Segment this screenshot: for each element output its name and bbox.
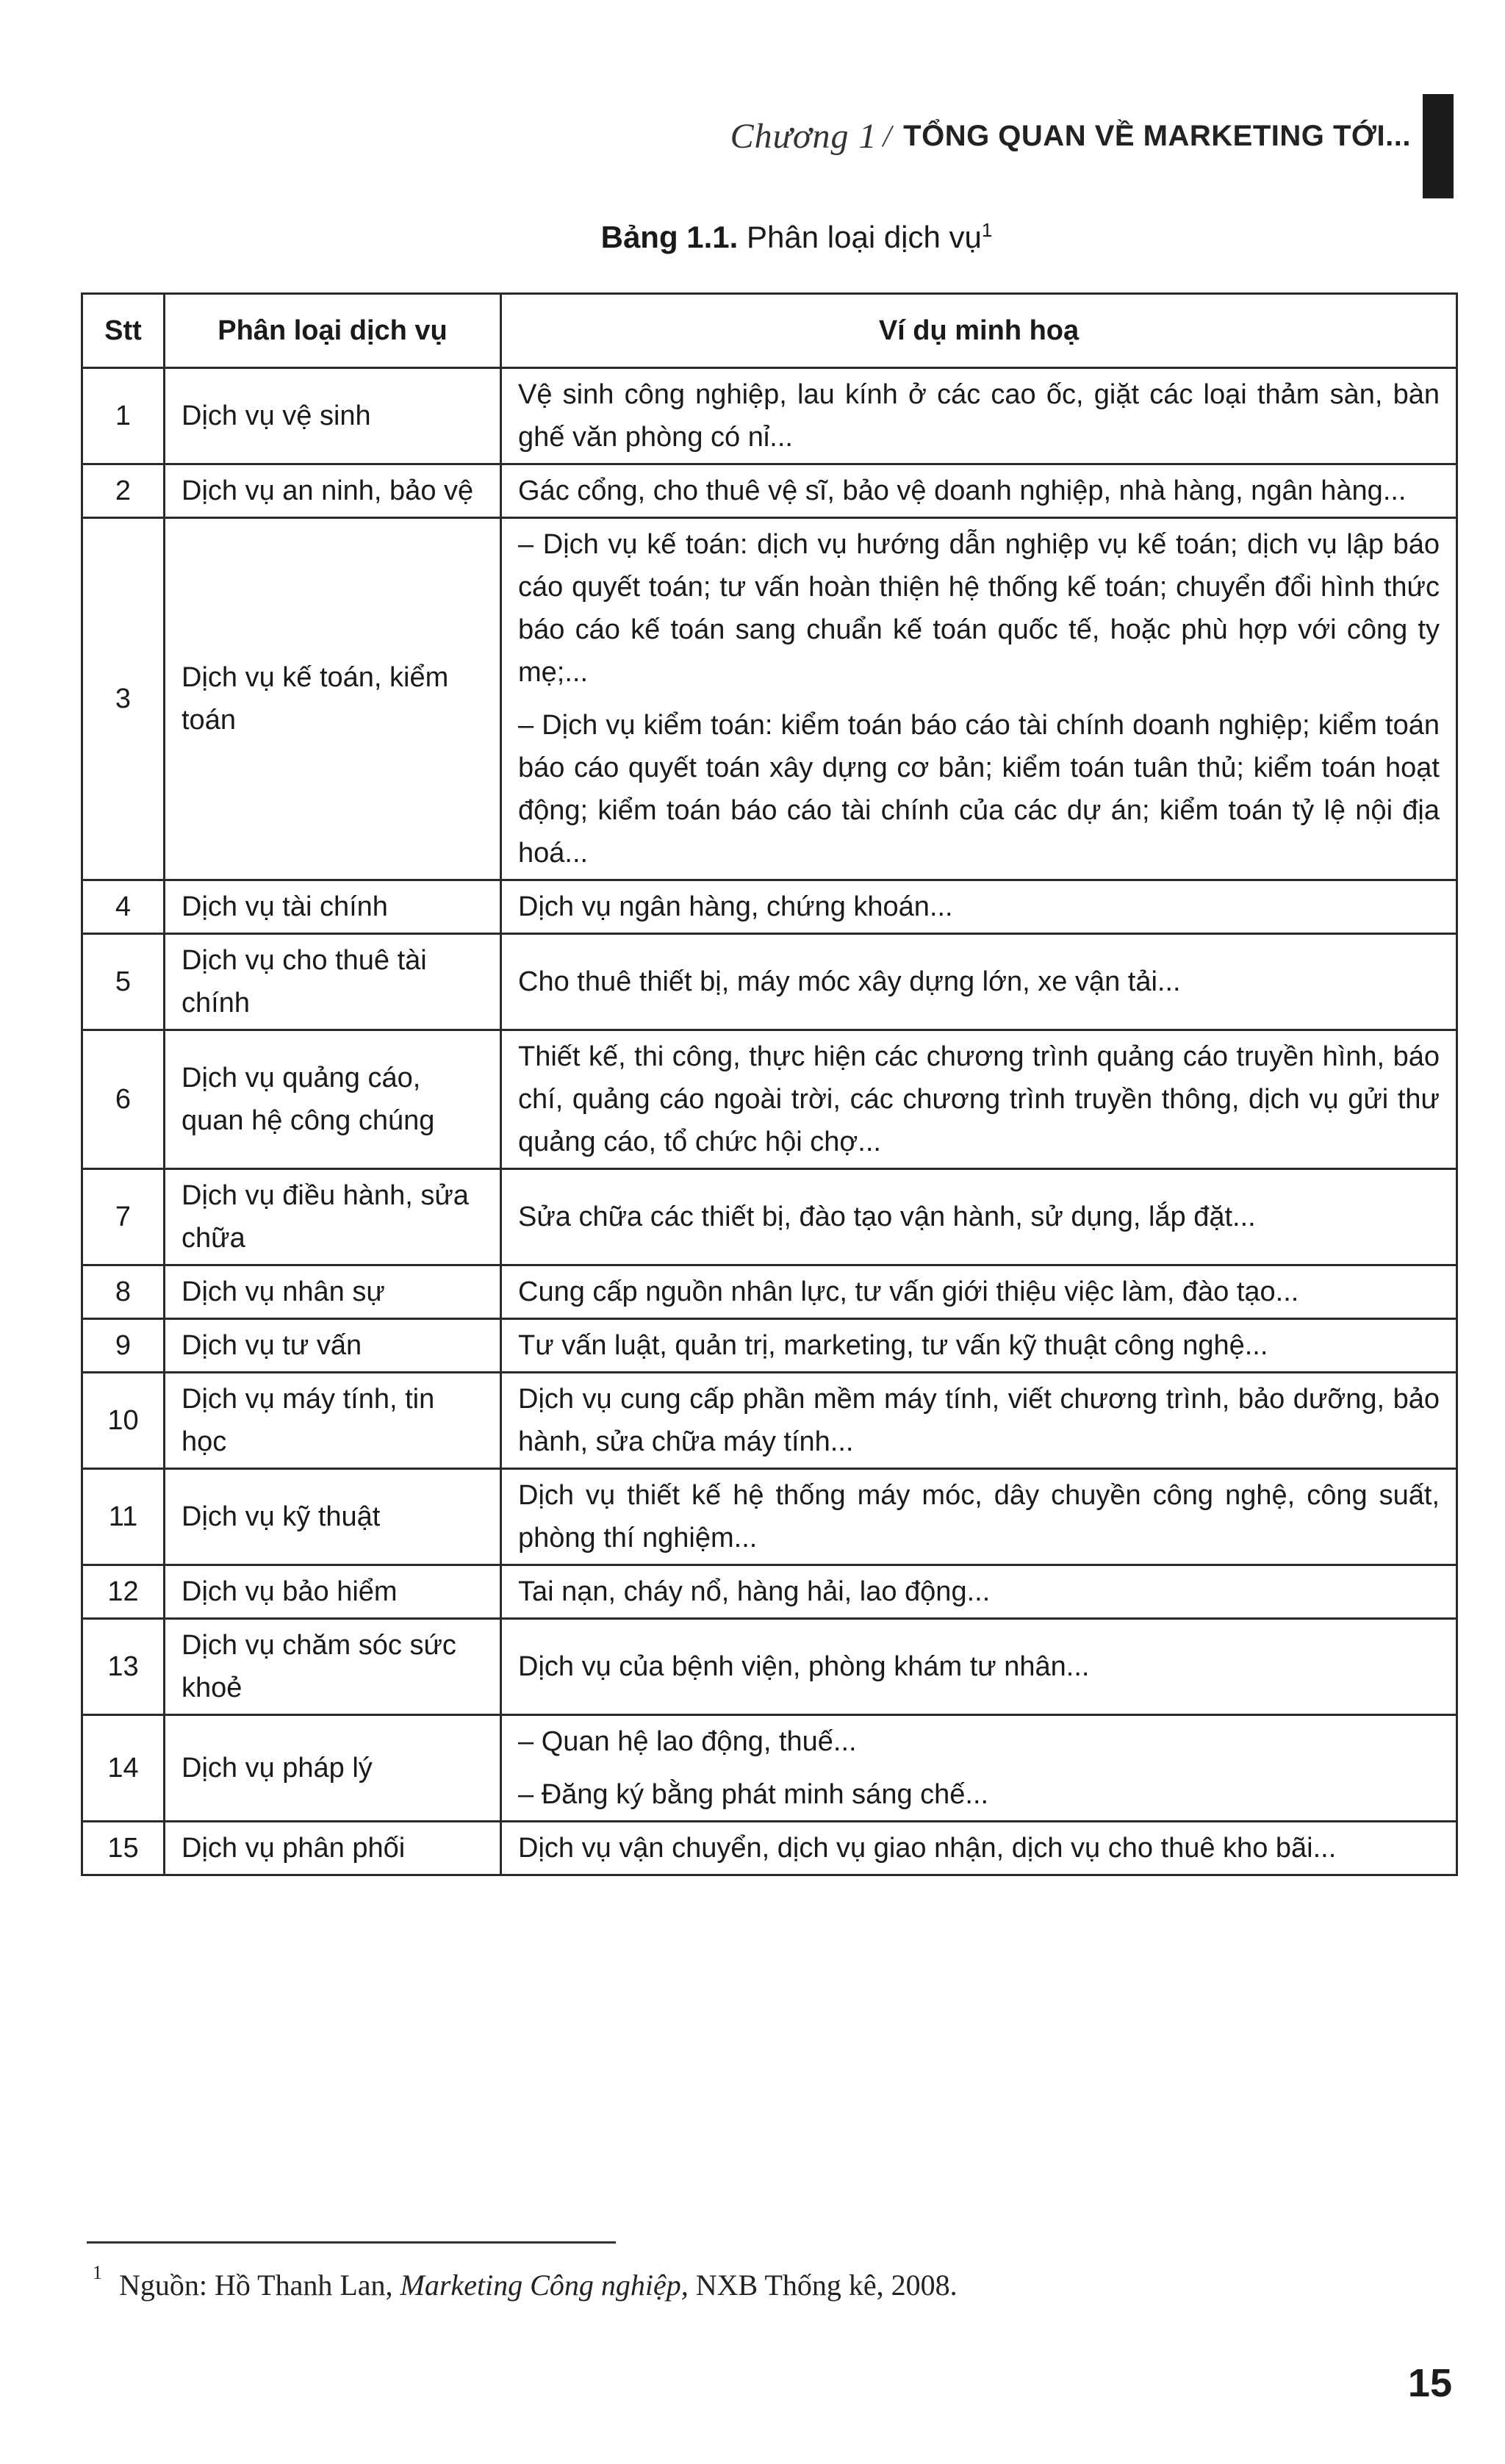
example-paragraph: Dịch vụ vận chuyển, dịch vụ giao nhận, dịch vụ cho thuê kho bãi... <box>518 1833 1337 1864</box>
footnote-suffix: NXB Thống kê, 2008. <box>695 2269 958 2302</box>
example-paragraph: – Dịch vụ kế toán: dịch vụ hướng dẫn nghiệp vụ kế toán; dịch vụ lập báo cáo quyết toán; tư vấn hoàn thiện hệ thống kế toán; chuyển đổi hình thức báo cáo kế toán sang chuẩn kế toán quốc tế, hoặc phù hợp với công ty mẹ;... <box>518 529 1440 688</box>
header-stt: Stt <box>82 294 165 368</box>
example-paragraph: Dịch vụ ngân hàng, chứng khoán... <box>518 891 953 922</box>
chapter-edge-tab <box>1423 94 1454 198</box>
service-classification-table <box>81 292 1458 1876</box>
row-examples <box>501 1265 1457 1319</box>
row-examples <box>501 1169 1457 1265</box>
row-examples <box>501 518 1457 880</box>
example-paragraph: Tai nạn, cháy nổ, hàng hải, lao động... <box>518 1576 991 1607</box>
row-category: Dịch vụ tài chính <box>165 880 501 934</box>
header-examples: Ví dụ minh hoạ <box>501 294 1457 368</box>
row-examples <box>501 880 1457 934</box>
row-category: Dịch vụ kế toán, kiểm toán <box>165 518 501 880</box>
example-paragraph: Tư vấn luật, quản trị, marketing, tư vấn kỹ thuật công nghệ... <box>518 1330 1268 1361</box>
row-examples <box>501 464 1457 518</box>
table-row <box>82 1169 1457 1265</box>
row-stt: 9 <box>82 1319 165 1373</box>
row-examples <box>501 1469 1457 1565</box>
table-row <box>82 518 1457 880</box>
table-row <box>82 1373 1457 1469</box>
row-examples <box>501 368 1457 464</box>
row-stt: 4 <box>82 880 165 934</box>
table-row <box>82 464 1457 518</box>
footnote-divider <box>87 2241 616 2244</box>
row-stt: 6 <box>82 1030 165 1169</box>
row-stt: 14 <box>82 1715 165 1822</box>
table-caption-number: Bảng 1.1. <box>600 220 739 254</box>
example-paragraph: Vệ sinh công nghiệp, lau kính ở các cao ốc, giặt các loại thảm sàn, bàn ghế văn phòng có nỉ... <box>518 379 1440 453</box>
row-category: Dịch vụ điều hành, sửa chữa <box>165 1169 501 1265</box>
example-paragraph: Dịch vụ của bệnh viện, phòng khám tư nhân... <box>518 1651 1090 1682</box>
row-examples <box>501 1619 1457 1715</box>
table-caption <box>0 219 1505 255</box>
row-category: Dịch vụ vệ sinh <box>165 368 501 464</box>
table-row <box>82 1469 1457 1565</box>
row-category: Dịch vụ pháp lý <box>165 1715 501 1822</box>
running-head-separator: / <box>883 119 892 154</box>
row-category: Dịch vụ bảo hiểm <box>165 1565 501 1619</box>
row-stt: 11 <box>82 1469 165 1565</box>
row-stt: 3 <box>82 518 165 880</box>
row-examples <box>501 1319 1457 1373</box>
table-row <box>82 1030 1457 1169</box>
example-paragraph: Sửa chữa các thiết bị, đào tạo vận hành, sử dụng, lắp đặt... <box>518 1202 1256 1232</box>
row-examples <box>501 1565 1457 1619</box>
running-head <box>730 116 1411 157</box>
table-body <box>82 368 1457 1875</box>
row-examples <box>501 1822 1457 1875</box>
example-paragraph: Cho thuê thiết bị, máy móc xây dựng lớn, xe vận tải... <box>518 966 1181 997</box>
row-examples <box>501 1030 1457 1169</box>
example-paragraph: – Đăng ký bằng phát minh sáng chế... <box>518 1779 989 1810</box>
row-stt: 8 <box>82 1265 165 1319</box>
table-header-row <box>82 294 1457 368</box>
header-category: Phân loại dịch vụ <box>165 294 501 368</box>
table-row <box>82 880 1457 934</box>
row-category: Dịch vụ tư vấn <box>165 1319 501 1373</box>
table-row <box>82 1822 1457 1875</box>
row-category: Dịch vụ máy tính, tin học <box>165 1373 501 1469</box>
example-paragraph: Gác cổng, cho thuê vệ sĩ, bảo vệ doanh nghiệp, nhà hàng, ngân hàng... <box>518 475 1407 506</box>
row-stt: 5 <box>82 934 165 1030</box>
footnote-mark: 1 <box>93 2262 102 2283</box>
row-category: Dịch vụ phân phối <box>165 1822 501 1875</box>
row-category: Dịch vụ nhân sự <box>165 1265 501 1319</box>
example-paragraph: – Quan hệ lao động, thuế... <box>518 1726 857 1757</box>
table-caption-text: Phân loại dịch vụ <box>747 220 982 254</box>
example-paragraph: Dịch vụ cung cấp phần mềm máy tính, viết chương trình, bảo dưỡng, bảo hành, sửa chữa máy tính... <box>518 1384 1440 1457</box>
example-paragraph: – Dịch vụ kiểm toán: kiểm toán báo cáo tài chính doanh nghiệp; kiểm toán báo cáo quyết toán xây dựng cơ bản; kiểm toán tuân thủ; kiểm toán hoạt động; kiểm toán báo cáo tài chính của các dự án; kiểm toán tỷ lệ nội địa hoá... <box>518 710 1440 869</box>
page-number: 15 <box>1407 2361 1452 2405</box>
chapter-label: Chương 1 <box>730 117 877 156</box>
row-examples <box>501 1373 1457 1469</box>
table-row <box>82 368 1457 464</box>
footnote <box>93 2262 958 2302</box>
example-paragraph: Dịch vụ thiết kế hệ thống máy móc, dây chuyền công nghệ, công suất, phòng thí nghiệm... <box>518 1480 1440 1554</box>
table-row <box>82 934 1457 1030</box>
row-category: Dịch vụ an ninh, bảo vệ <box>165 464 501 518</box>
footnote-book-title: Marketing Công nghiệp, <box>400 2269 689 2302</box>
table-row <box>82 1715 1457 1822</box>
caption-footnote-ref: 1 <box>981 219 993 241</box>
row-examples <box>501 1715 1457 1822</box>
table-row <box>82 1619 1457 1715</box>
row-category: Dịch vụ quảng cáo, quan hệ công chúng <box>165 1030 501 1169</box>
row-stt: 10 <box>82 1373 165 1469</box>
running-head-title: TỔNG QUAN VỀ MARKETING TỚI... <box>903 120 1411 152</box>
example-paragraph: Thiết kế, thi công, thực hiện các chương trình quảng cáo truyền hình, báo chí, quảng cáo ngoài trời, các chương trình truyền thông, dịch vụ gửi thư quảng cáo, tổ chức hội chợ... <box>518 1041 1440 1157</box>
row-stt: 1 <box>82 368 165 464</box>
footnote-prefix: Nguồn: Hồ Thanh Lan, <box>119 2269 393 2302</box>
row-category: Dịch vụ cho thuê tài chính <box>165 934 501 1030</box>
row-stt: 2 <box>82 464 165 518</box>
row-stt: 7 <box>82 1169 165 1265</box>
row-stt: 15 <box>82 1822 165 1875</box>
row-stt: 12 <box>82 1565 165 1619</box>
row-stt: 13 <box>82 1619 165 1715</box>
table-row <box>82 1319 1457 1373</box>
table-row <box>82 1565 1457 1619</box>
row-category: Dịch vụ kỹ thuật <box>165 1469 501 1565</box>
table-row <box>82 1265 1457 1319</box>
row-category: Dịch vụ chăm sóc sức khoẻ <box>165 1619 501 1715</box>
example-paragraph: Cung cấp nguồn nhân lực, tư vấn giới thiệu việc làm, đào tạo... <box>518 1276 1299 1307</box>
row-examples <box>501 934 1457 1030</box>
